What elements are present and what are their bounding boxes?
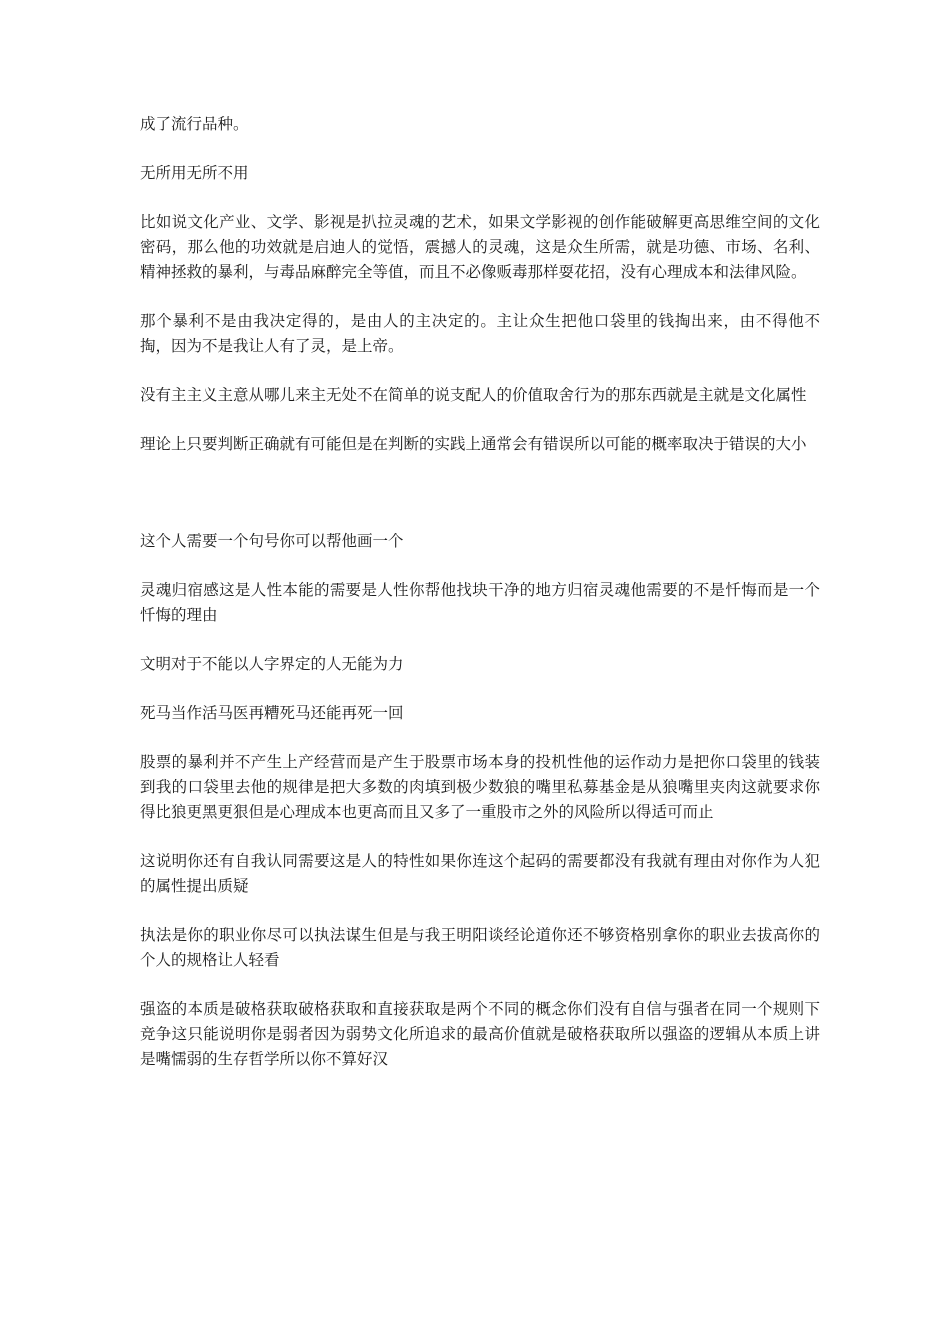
paragraph: 没有主主义主意从哪儿来主无处不在简单的说支配人的价值取舍行为的那东西就是主就是文化属性	[140, 386, 807, 404]
paragraph: 执法是你的职业你尽可以执法谋生但是与我王明阳谈经论道你还不够资格别拿你的职业去拔高你的个人的规格让人轻看	[140, 926, 820, 969]
paragraph: 那个暴利不是由我决定得的，是由人的主决定的。主让众生把他口袋里的钱掏出来，由不得他不掏，因为不是我让人有了灵，是上帝。	[140, 312, 820, 355]
paragraph: 比如说文化产业、文学、影视是扒拉灵魂的艺术，如果文学影视的创作能破解更高思维空间的文化密码，那么他的功效就是启迪人的觉悟，震撼人的灵魂，这是众生所需，就是功德、市场、名利、精神拯救的暴利，与毒品麻醉完全等值，而且不必像贩毒那样耍花招，没有心理成本和法律风险。	[140, 213, 820, 281]
paragraph: 这说明你还有自我认同需要这是人的特性如果你连这个起码的需要都没有我就有理由对你作为人犯的属性提出质疑	[140, 852, 820, 895]
paragraph: 无所用无所不用	[140, 164, 249, 182]
paragraph: 灵魂归宿感这是人性本能的需要是人性你帮他找块干净的地方归宿灵魂他需要的不是忏悔而是一个忏悔的理由	[140, 581, 820, 624]
paragraph: 死马当作活马医再糟死马还能再死一回	[140, 704, 404, 722]
paragraph: 理论上只要判断正确就有可能但是在判断的实践上通常会有错误所以可能的概率取决于错误的大小	[140, 435, 807, 453]
paragraph: 成了流行品种。	[140, 115, 249, 133]
paragraph: 文明对于不能以人字界定的人无能为力	[140, 655, 404, 673]
paragraph: 强盗的本质是破格获取破格获取和直接获取是两个不同的概念你们没有自信与强者在同一个规则下竞争这只能说明你是弱者因为弱势文化所追求的最高价值就是破格获取所以强盗的逻辑从本质上讲是嘴懦弱的生存哲学所以你不算好汉	[140, 1000, 820, 1068]
blank-space	[140, 481, 820, 529]
paragraph: 这个人需要一个句号你可以帮他画一个	[140, 532, 404, 550]
paragraph: 股票的暴利并不产生上产经营而是产生于股票市场本身的投机性他的运作动力是把你口袋里的钱装到我的口袋里去他的规律是把大多数的肉填到极少数狼的嘴里私募基金是从狼嘴里夹肉这就要求你得比狼更黑更狠但是心理成本也更高而且又多了一重股市之外的风险所以得适可而止	[140, 753, 820, 821]
document-page	[140, 112, 820, 1096]
